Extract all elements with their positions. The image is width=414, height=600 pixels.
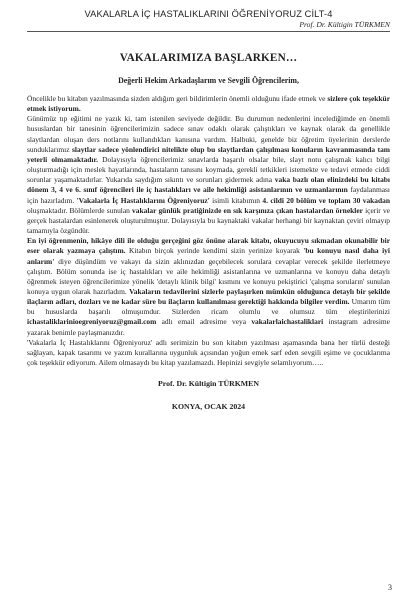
body-text (27, 94, 390, 368)
paragraph-1: Öncelikle bu kitabın yazılmasında sizden aldığım geri bildirimlerin önemli olduğunu ifade etmek ve sizlere çok teşekkür etmek istiyorum. (27, 94, 390, 114)
running-header-title: VAKALARLA İÇ HASTALIKLARINI ÖĞRENİYORUZ CİLT-4 (84, 9, 333, 19)
greeting: Değerli Hekim Arkadaşlarım ve Sevgili Öğrencilerim, (118, 76, 299, 85)
paragraph-4: 'Vakalarla İç Hastalıklarını Öğreniyoruz' adlı serimizin bu son kitabın yazılması aşamasında bana her türlü desteği sağlayan, kapak tasarımı ve yazım kurallarına uygunluk açısından yoğun emek sarf eden sevgili eşime ve çocuklarıma çok teşekkür ediyorum. Ailem olmasaydı bu kitap yazılamazdı. Hepinizi sevgiyle selamlıyorum….. (27, 337, 390, 368)
instagram-handle: vakalarlaichastaliklari (251, 317, 324, 327)
page-title: VAKALARIMIZA BAŞLARKEN… (119, 52, 298, 64)
paragraph-3: En iyi öğrenmenin, hikâye dili ile olduğu gerçeğini göz önüne alarak kitabı, okuyucuyu sıkmadan okunabilir bir eser olarak yazmaya çalıştım. Kitabın birçok yerinde kendimi sizin yerinize koyarak 'bu konuyu nasıl daha iyi anlarım' diye düşündüm ve vakayı da sizin aklınızdan geçebilecek sorulara cevaplar verecek şekilde ilerletmeye çalıştım. Bölüm sonunda ise iç hastalıkları ve aile hekimliği asistanlarına ve uzmanlarına ve konuyu daha detaylı öğrenmek isteyen öğrencilerimize yönelik 'detaylı klinik bilgi' kısmını ve konuyu pekiştirici 'çalışma soruların' sunulan konuya uygun olarak hazırladım. Vakaların tedavilerini sizlerle paylaşırken mümkün olduğunca detaylı bir şekilde ilaçların adları, dozları ve ne kadar süre bu ilaçların kullanılması gerektiği hakkında bilgiler verdim. Umarım tüm bu hususlarda başarılı olmuşumdur. Sizlerden ricam olumlu ve olumsuz tüm eleştirilerinizi ichastaliklarinioegreniyoruz@gmail.com adlı email adresime veya vakalarlaichastaliklari instagram adresime yazarak benimle paylaşmanızdır. (27, 236, 390, 337)
place-date: KONYA, OCAK 2024 (171, 402, 246, 412)
header-divider (27, 31, 390, 32)
author-signature: Prof. Dr. Kültigin TÜRKMEN (157, 379, 259, 389)
email-address: ichastaliklarinioegreniyoruz@gmail.com (27, 317, 157, 327)
page-number: 3 (388, 583, 392, 592)
paragraph-2: Günümüz tıp eğitimi ne yazık ki, tam istenilen seviyede değildir. Bu durumun nedenlerini incelediğimde en önemli hususlardan bir tanesinin öğrencilerimizin sadece sınav odaklı olarak çalıştıkları ve kaynak olarak da genellikle slaytlardan oluşan ders notlarını kullandıkları kanısına vardım. Halbuki, genelde biz öğretim üyelerinin derslerde sunduklarımız slaytlar sadece yönlendirici nitelikte olup bu slaytlardan çalışılması konuların kavranmasında tam yeterli olmamaktadır. Dolayısıyla öğrencilerimiz sınavlarda başarılı olsalar bile, slayt notu çalışmak kalıcı bilgi oluşturmadığı için meslek hayatlarında, hastaların tanısını koymada, gerekli tetkikleri istemekte ve tedavi etmede ciddi sorunlar yaşamaktadırlar. Yukarıda saydığım sıkıntı ve sorunları gidermek adına vaka bazlı olan elinizdeki bu kitabı dönem 3, 4 ve 6. sınıf öğrencileri ile iç hastalıkları ve aile hekimliği asistanlarının ve uzmanlarının faydalanması için hazırladım. 'Vakalarla İç Hastalıklarını Öğreniyoruz' isimli kitabımın 4. cildi 20 bölüm ve toplam 30 vakadan oluşmaktadır. Bölümlerde sunulan vakalar günlük pratiğinizde en sık karşınıza çıkan hastalardan örnekler içerir ve gerçek hastalardan esinlenerek oluşturulmuştur. Dolayısıyla bu kaynaktaki vakalar herhangi bir kaynaktan çeviri olmayıp tamamıyla özgündür. (27, 114, 391, 236)
running-header-author: Prof. Dr. Kültigin TÜRKMEN (299, 20, 390, 29)
